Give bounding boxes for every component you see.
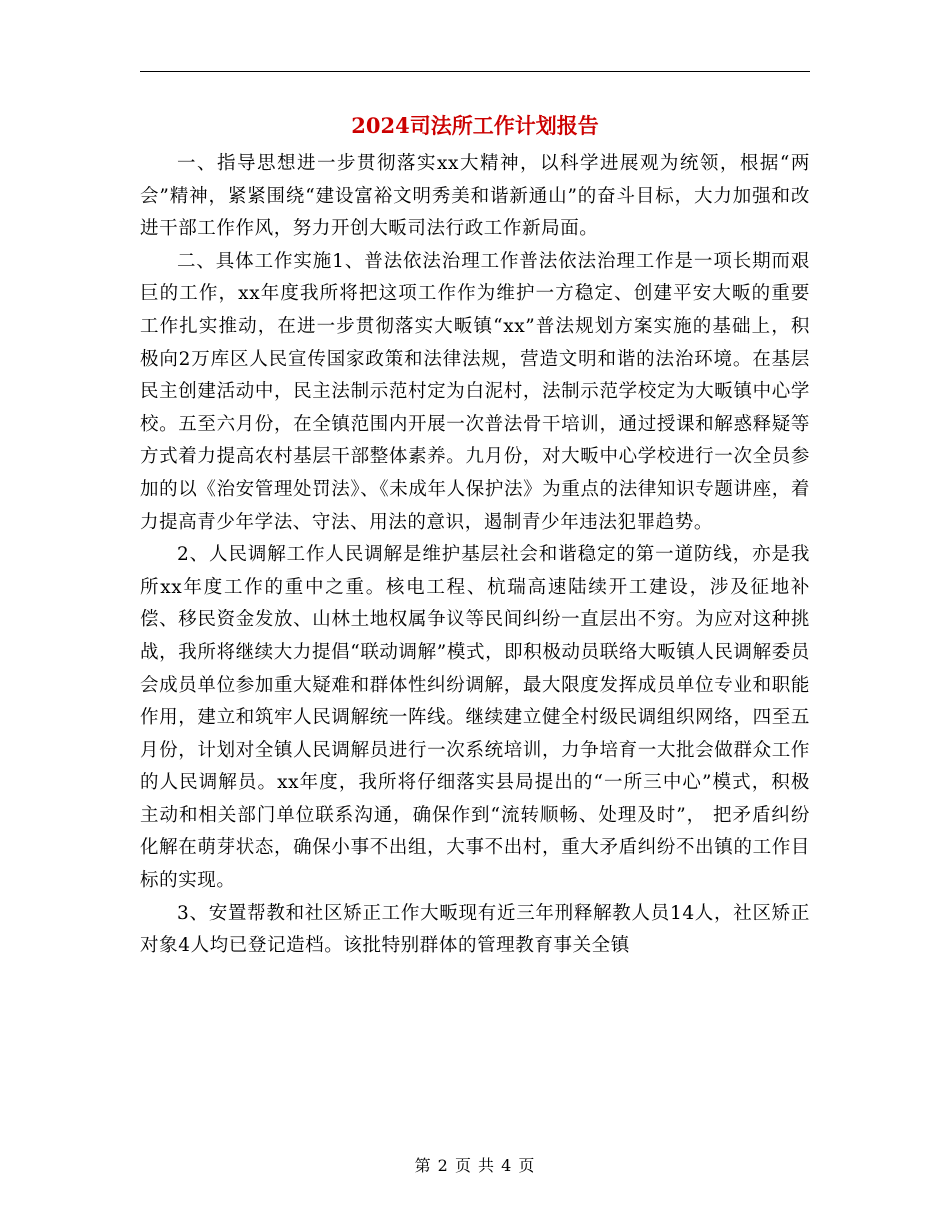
paragraph-mediation: 2、人民调解工作人民调解是维护基层社会和谐稳定的第一道防线，亦是我所xx年度工作的重中之重。核电工程、杭瑞高速陆续开工建设，涉及征地补偿、移民资金发放、山林土地权属争议等民间纠纷一直层出不穷。为应对这种挑战，我所将继续大力提倡“联动调解”模式，即积极动员联络大畈镇人民调解委员会成员单位参加重大疑难和群体性纠纷调解，最大限度发挥成员单位专业和职能作用，建立和筑牢人民调解统一阵线。继续建立健全村级民调组织网络，四至五月份，计划对全镇人民调解员进行一次系统培训，力争培育一大批会做群众工作的人民调解员。xx年度，我所将仔细落实县局提出的“一所三中心”模式，积极主动和相关部门单位联系沟通，确保作到“流转顺畅、处理及时”， 把矛盾纠纷化解在萌芽状态，确保小事不出组，大事不出村，重大矛盾纠纷不出镇的工作目标的实现。 xyxy=(140,544,810,892)
paragraph-legal-education: 二、具体工作实施1、普法依法治理工作普法依法治理工作是一项长期而艰巨的工作，xx年度我所将把这项工作作为维护一方稳定、创建平安大畈的重要工作扎实推动，在进一步贯彻落实大畈镇“xx”普法规划方案实施的基础上，积极向2万库区人民宣传国家政策和法律法规，营造文明和谐的法治环境。在基层民主创建活动中，民主法制示范村定为白泥村，法制示范学校定为大畈镇中心学校。五至六月份，在全镇范围内开展一次普法骨干培训，通过授课和解惑释疑等方式着力提高农村基层干部整体素养。九月份，对大畈中心学校进行一次全员参加的以《治安管理处罚法》、《未成年人保护法》为重点的法律知识专题讲座，着力提高青少年学法、守法、用法的意识，遏制青少年违法犯罪趋势。 xyxy=(140,250,810,533)
paragraph-resettlement: 3、安置帮教和社区矫正工作大畈现有近三年刑释解教人员14人，社区矫正对象4人均已登记造档。该批特别群体的管理教育事关全镇 xyxy=(140,902,810,957)
header-rule xyxy=(140,71,810,72)
page-number: 第 2 页 共 4 页 xyxy=(414,1156,536,1175)
document-title: 2024司法所工作计划报告 xyxy=(351,113,599,138)
document-body xyxy=(140,148,810,963)
paragraph-guiding-ideology: 一、指导思想进一步贯彻落实xx大精神，以科学进展观为统领，根据“两会”精神，紧紧围绕“建设富裕文明秀美和谐新通山”的奋斗目标，大力加强和改进干部工作作风，努力开创大畈司法行政工作新局面。 xyxy=(140,153,810,240)
